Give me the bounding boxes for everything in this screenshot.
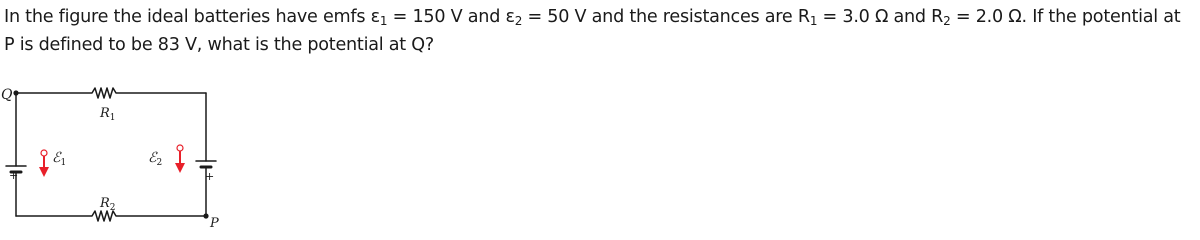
question-subscript: 1 [379,14,388,28]
question-part: = 3.0 Ω and R [817,7,944,27]
question-subscript: 1 [809,14,818,28]
label-emf-2-main: ℰ [148,150,157,166]
plus-sign-1: + [9,169,19,182]
circuit-figure [0,74,240,235]
label-emf-1-sub: 1 [60,158,67,168]
label-emf-1 [52,150,66,168]
question-part: = 2.0 Ω. If the potential at P is defined to be 83 V, what is the potential at Q? [4,7,1181,55]
battery-2 [196,161,216,167]
label-r1-main: R [100,106,110,121]
question-part: = 50 V and the resistances are R [522,7,810,27]
label-emf-2-sub: 2 [156,158,163,168]
question-subscript: 2 [514,14,523,28]
circuit-diagram [0,74,240,231]
node-q-dot [13,90,18,95]
emf-2-arrow-icon [175,145,185,173]
node-p-dot [203,213,208,218]
label-emf-2 [148,150,162,168]
emf-1-arrow-icon [39,150,49,177]
question-subscript: 2 [943,14,951,28]
label-r1 [99,106,116,123]
plus-sign-2: + [205,170,215,183]
label-emf-1-main: ℰ [52,150,61,166]
label-q: Q [1,87,13,103]
question-part: = 150 V and ε [387,7,515,27]
label-r1-sub: 1 [109,113,116,123]
label-r2-main: R [100,196,110,211]
label-r2-sub: 2 [109,203,116,213]
question-text [4,3,1196,59]
label-p: P [210,216,219,231]
wire-top [16,88,206,98]
label-r2 [99,196,116,213]
question-part: In the figure the ideal batteries have emfs ε [4,7,380,27]
